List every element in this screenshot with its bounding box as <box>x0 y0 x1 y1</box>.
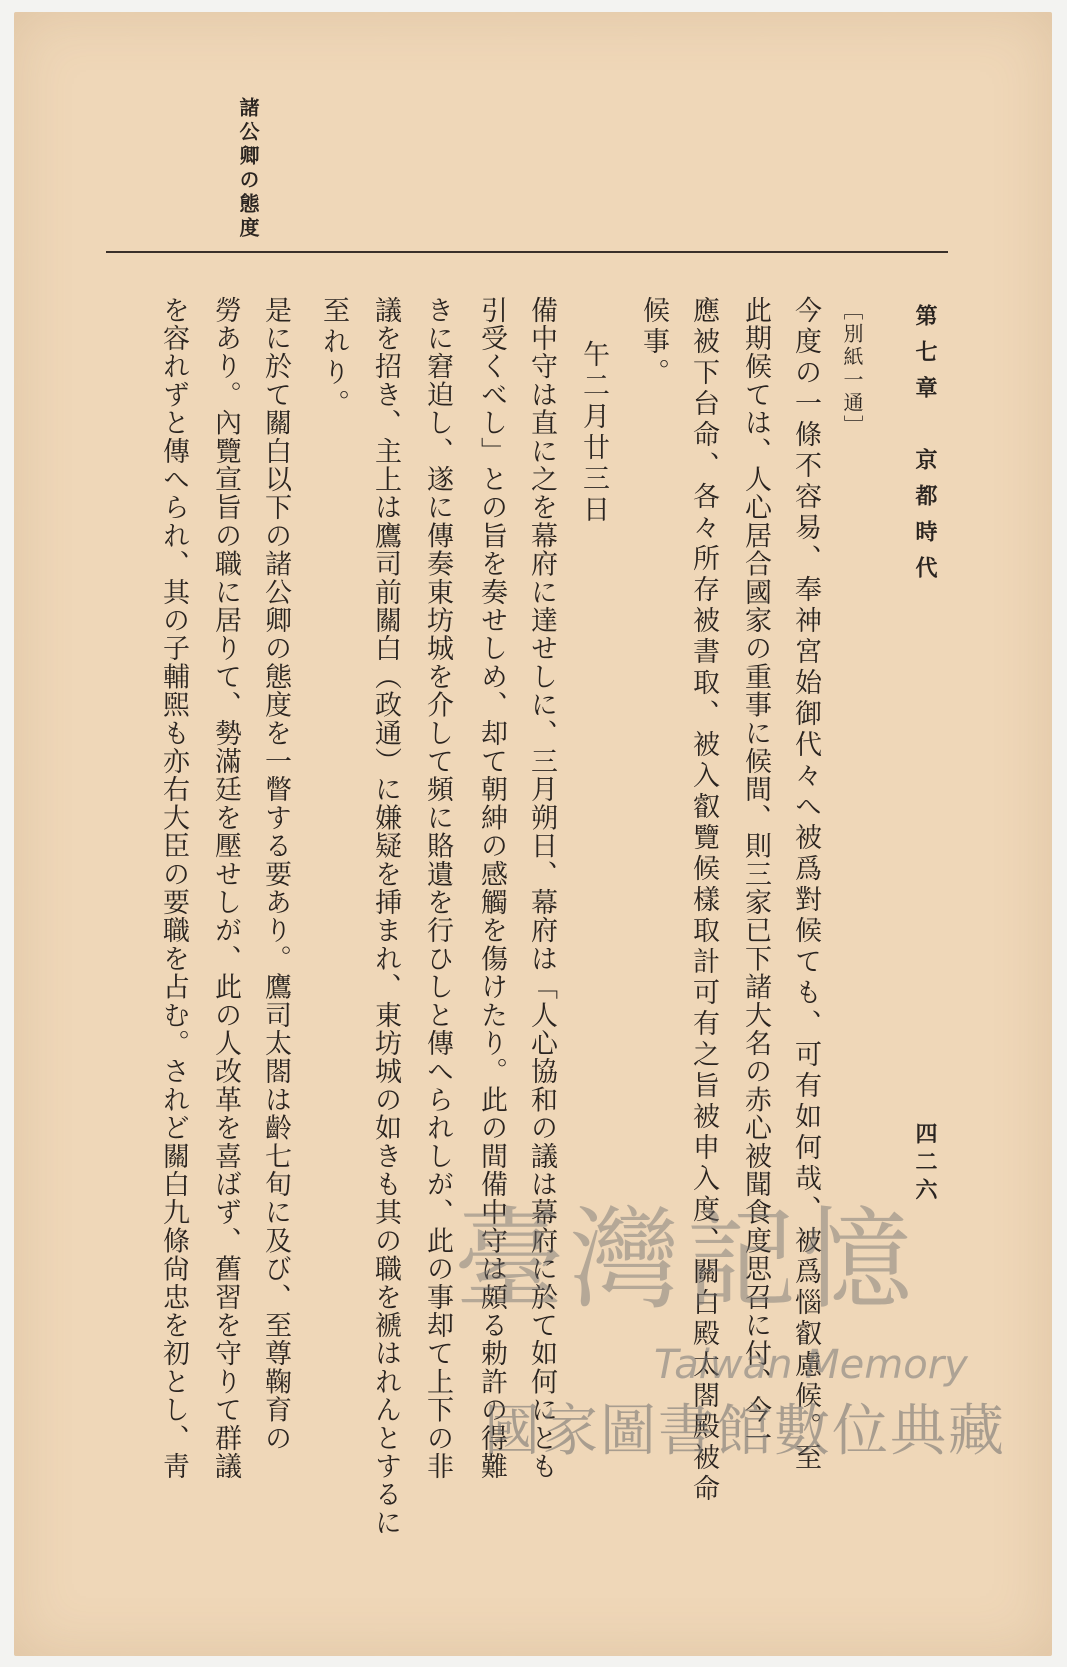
text-column: 引受くべし」との旨を奏せしめ、却て朝紳の感觸を傷けたり。此の間備中守は頗る勅許の得難 <box>476 296 507 1481</box>
attachment-label: ［別紙一通］ <box>840 300 864 438</box>
text-column: 今度の一條不容易、奉神宮始御代々へ被爲對候ても、可有如何哉、被爲惱叡慮候。至 <box>790 296 821 1474</box>
text-column: 此期候ては、人心居合國家の重事に候間、則三家已下諸大名の赤心被聞食度思召に付、今一 <box>740 296 771 1453</box>
watermark-english: Taiwan Memory <box>654 1342 968 1388</box>
text-column: 午二月廿三日 <box>578 340 609 526</box>
page-number: 四二六 <box>912 1122 938 1206</box>
text-column: きに窘迫し、遂に傳奏東坊城を介して頻に賂遺を行ひしと傳へられしが、此の事却て上下の非 <box>422 296 453 1481</box>
header-rule <box>106 251 948 253</box>
chapter-header: 第七章 京都時代 <box>912 304 938 592</box>
text-column: 至れり。 <box>318 296 349 420</box>
text-column: 備中守は直に之を幕府に達せしに、三月朔日、幕府は「人心協和の議は幕府に於て如何にとも <box>526 296 557 1481</box>
watermark-main: 臺灣記憶 <box>454 1196 918 1324</box>
watermark-subtitle: 國家圖書館數位典藏 <box>484 1399 1006 1464</box>
text-column: 議を招き、主上は鷹司前關白（政通）に嫌疑を挿まれ、東坊城の如きも其の職を褫はれんとするに <box>370 296 401 1537</box>
text-column: を容れずと傳へられ、其の子輔煕も亦右大臣の要職を占む。されど關白九條尙忠を初とし、靑 <box>158 296 189 1481</box>
book-page <box>14 12 1052 1656</box>
text-column: 勞あり。內覽宣旨の職に居りて、勢滿廷を壓せしが、此の人改革を喜ばず、舊習を守りて群議 <box>210 296 241 1481</box>
side-heading: 諸公卿の態度 <box>236 97 260 241</box>
text-column: 是に於て關白以下の諸公卿の態度を一瞥する要あり。鷹司太閤は齡七旬に及び、至尊鞠育の <box>260 296 291 1453</box>
text-column: 應被下台命、各々所存被書取、被入叡覽候樣取計可有之旨被申入度、關白殿太閤殿被命 <box>688 296 719 1505</box>
text-column: 候事。 <box>638 296 669 389</box>
